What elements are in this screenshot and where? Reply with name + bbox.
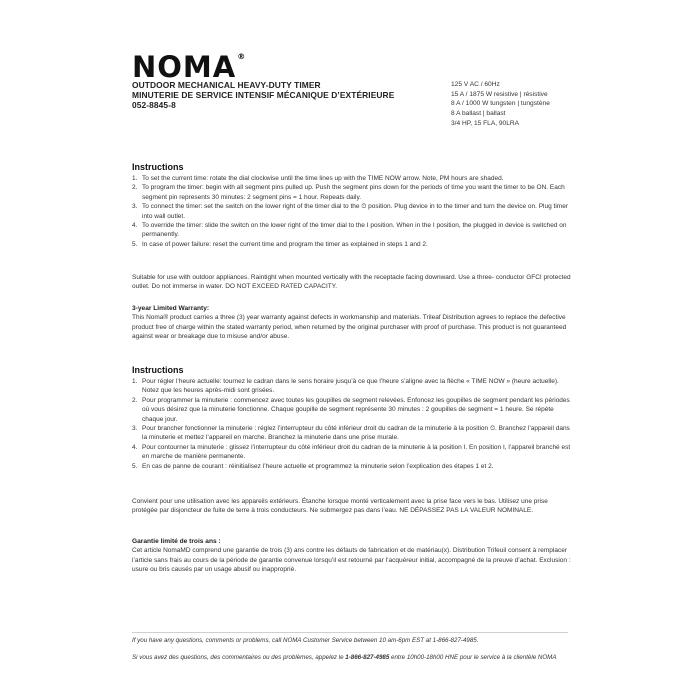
brand-logo [132,50,246,84]
warranty-title: Garantie limité de trois ans : [132,538,221,545]
usage-en [132,273,572,292]
spec-line: 8 A / 1000 W tungsten | tungstène [451,100,550,108]
steps-list [132,174,572,249]
usage-text: Suitable for use with outdoor appliances. Raintight when mounted vertically with the receptacle facing downward. Use a three- conductor GFCI protected outlet. Do not immerse in water. DO NOT EXCEED RATED CAPACITY. [132,274,571,291]
customer-service-fr-end: entre 10h00-18h00 HNE pour le service à la clientèle NOMA [389,654,557,661]
brand-name: NOMA [132,50,237,84]
usage-text: Convient pour une utilisation avec les appareils extérieurs. Étanche lorsque monté verticalement avec la prise face vers le bas. Utilisez une prise protégée par disjoncteur de fuite de terre à trois conducteurs. Ne submergez pas dans l’eau. NE DÉPASSEZ PAS LA VALEUR NOMINALE. [132,498,548,515]
list-item: 2. Pour programmer la minuterie : commencez avec toutes les goupilles de segment relevées. Enfoncez les goupilles de segment pendant les périodes où vous désirez que la minuterie fonctionne. Chaque goupille de segment représente 30 minutes : 2 goupilles de segment = 1 heure. Se répète chaque jour. [132,396,570,423]
warranty-text: This Noma® product carries a three (3) year warranty against defects in workmanship and materials. Trileaf Distribution agrees to replace the defective product free of charge within the stated warranty period, when returned by the original purchaser with proof of purchase. This product is not guaranteed against wear or breakage due to misuse and/or abuse. [132,314,567,341]
footer-en [132,637,572,646]
section-title: Instructions [132,365,184,375]
footer-fr [132,654,572,663]
spec-line: 3/4 HP, 15 FLA, 90LRA [451,119,520,127]
warranty-en [132,304,572,342]
list-item: 3. Pour brancher fonctionner la minuterie : réglez l’interrupteur du côté inférieur droit du cadran de la minuterie à la position ⏲. Branchez l’appareil dans la minuterie et mettez l’appareil en marche. Branchez la minuterie dans une prise murale. [132,425,570,442]
product-titles [132,80,432,110]
usage-fr [132,497,572,516]
warranty-title: 3-year Limited Warranty: [132,305,210,312]
specifications [451,80,611,129]
product-model: 052-8845-8 [132,100,176,110]
section-title: Instructions [132,162,184,172]
list-item: 2. To program the timer: begin with all segment pins pulled up. Push the segment pins down for the periods of time you want the timer to be ON. Each segment pin represents 30 minutes: 2 segment pins = 1 hour. Repeats daily. [132,184,565,201]
product-title-fr: MINUTERIE DE SERVICE INTENSIF MÉCANIQUE D’EXTÉRIEURE [132,90,395,100]
product-title-en: OUTDOOR MECHANICAL HEAVY-DUTY TIMER [132,80,321,90]
spec-line: 125 V AC / 60Hz [451,81,500,88]
spec-line: 8 A ballast | ballast [451,110,506,118]
divider [132,632,568,633]
warranty-fr [132,537,572,575]
list-item: 5. In case of power failure: reset the current time and program the timer as explained in steps 1 and 2. [132,240,428,248]
list-item: 4. Pour contourner la minuterie : glissez l’interrupteur du côté inférieur droit du cadran de la minuterie à la position I. En position I, l’appareil branché est en marche de manière permanente. [132,443,571,461]
registered-mark: ® [237,52,247,61]
warranty-text: Cet article NomaMD comprend une garantie de trois (3) ans contre les défauts de fabrication et de matériau(x). Distribution Trifeuil consent à remplacer l’article sans frais au cours de la période de garantie convenue lorsqu’il est retourné par l’acquéreur initial, accompagné de la preuve d’achat. Exclusion : usure ou bris causés par un usage abusif ou inapproprié. [132,547,571,574]
customer-service-en: If you have any questions, comments or problems, call NOMA Customer Service between 10 am-6pm EST at 1-866-827-4985. [132,637,479,644]
phone-number: 1-866-827-4985 [345,654,390,661]
list-item: 1. Pour régler l’heure actuelle: tournez le cadran dans le sens horaire jusqu’à ce que l’heure s’aligne avec la flèche « TIME NOW » (heure actuelle). Notez que les heures après-midi sont grisées. [132,378,559,395]
list-item: 5. En cas de panne de courant : réinitialisez l’heure actuelle et programmez la minuterie selon l’explication des étapes 1 et 2. [132,462,494,470]
customer-service-fr: Si vous avez des questions, des commentaires ou des problèmes, appelez le [132,654,346,661]
list-item: 1. To set the current time: rotate the dial clockwise until the time lines up with the TIME NOW arrow. Note, PM hours are shaded. [132,175,504,182]
list-item: 3. To connect the timer: set the switch on the lower right of the timer dial to the ⏲ position. Plug device in to the timer and turn the device on. Plug timer into wall outlet. [132,203,568,220]
spec-line: 15 A / 1875 W resistive | résistive [451,90,548,98]
instructions-fr [132,365,572,471]
steps-list [132,377,572,471]
instructions-en [132,162,572,249]
list-item: 4. To override the timer: slide the switch on the lower right of the timer dial to the I position. When in the I position, the plugged in device is switched on permanently. [132,222,567,239]
